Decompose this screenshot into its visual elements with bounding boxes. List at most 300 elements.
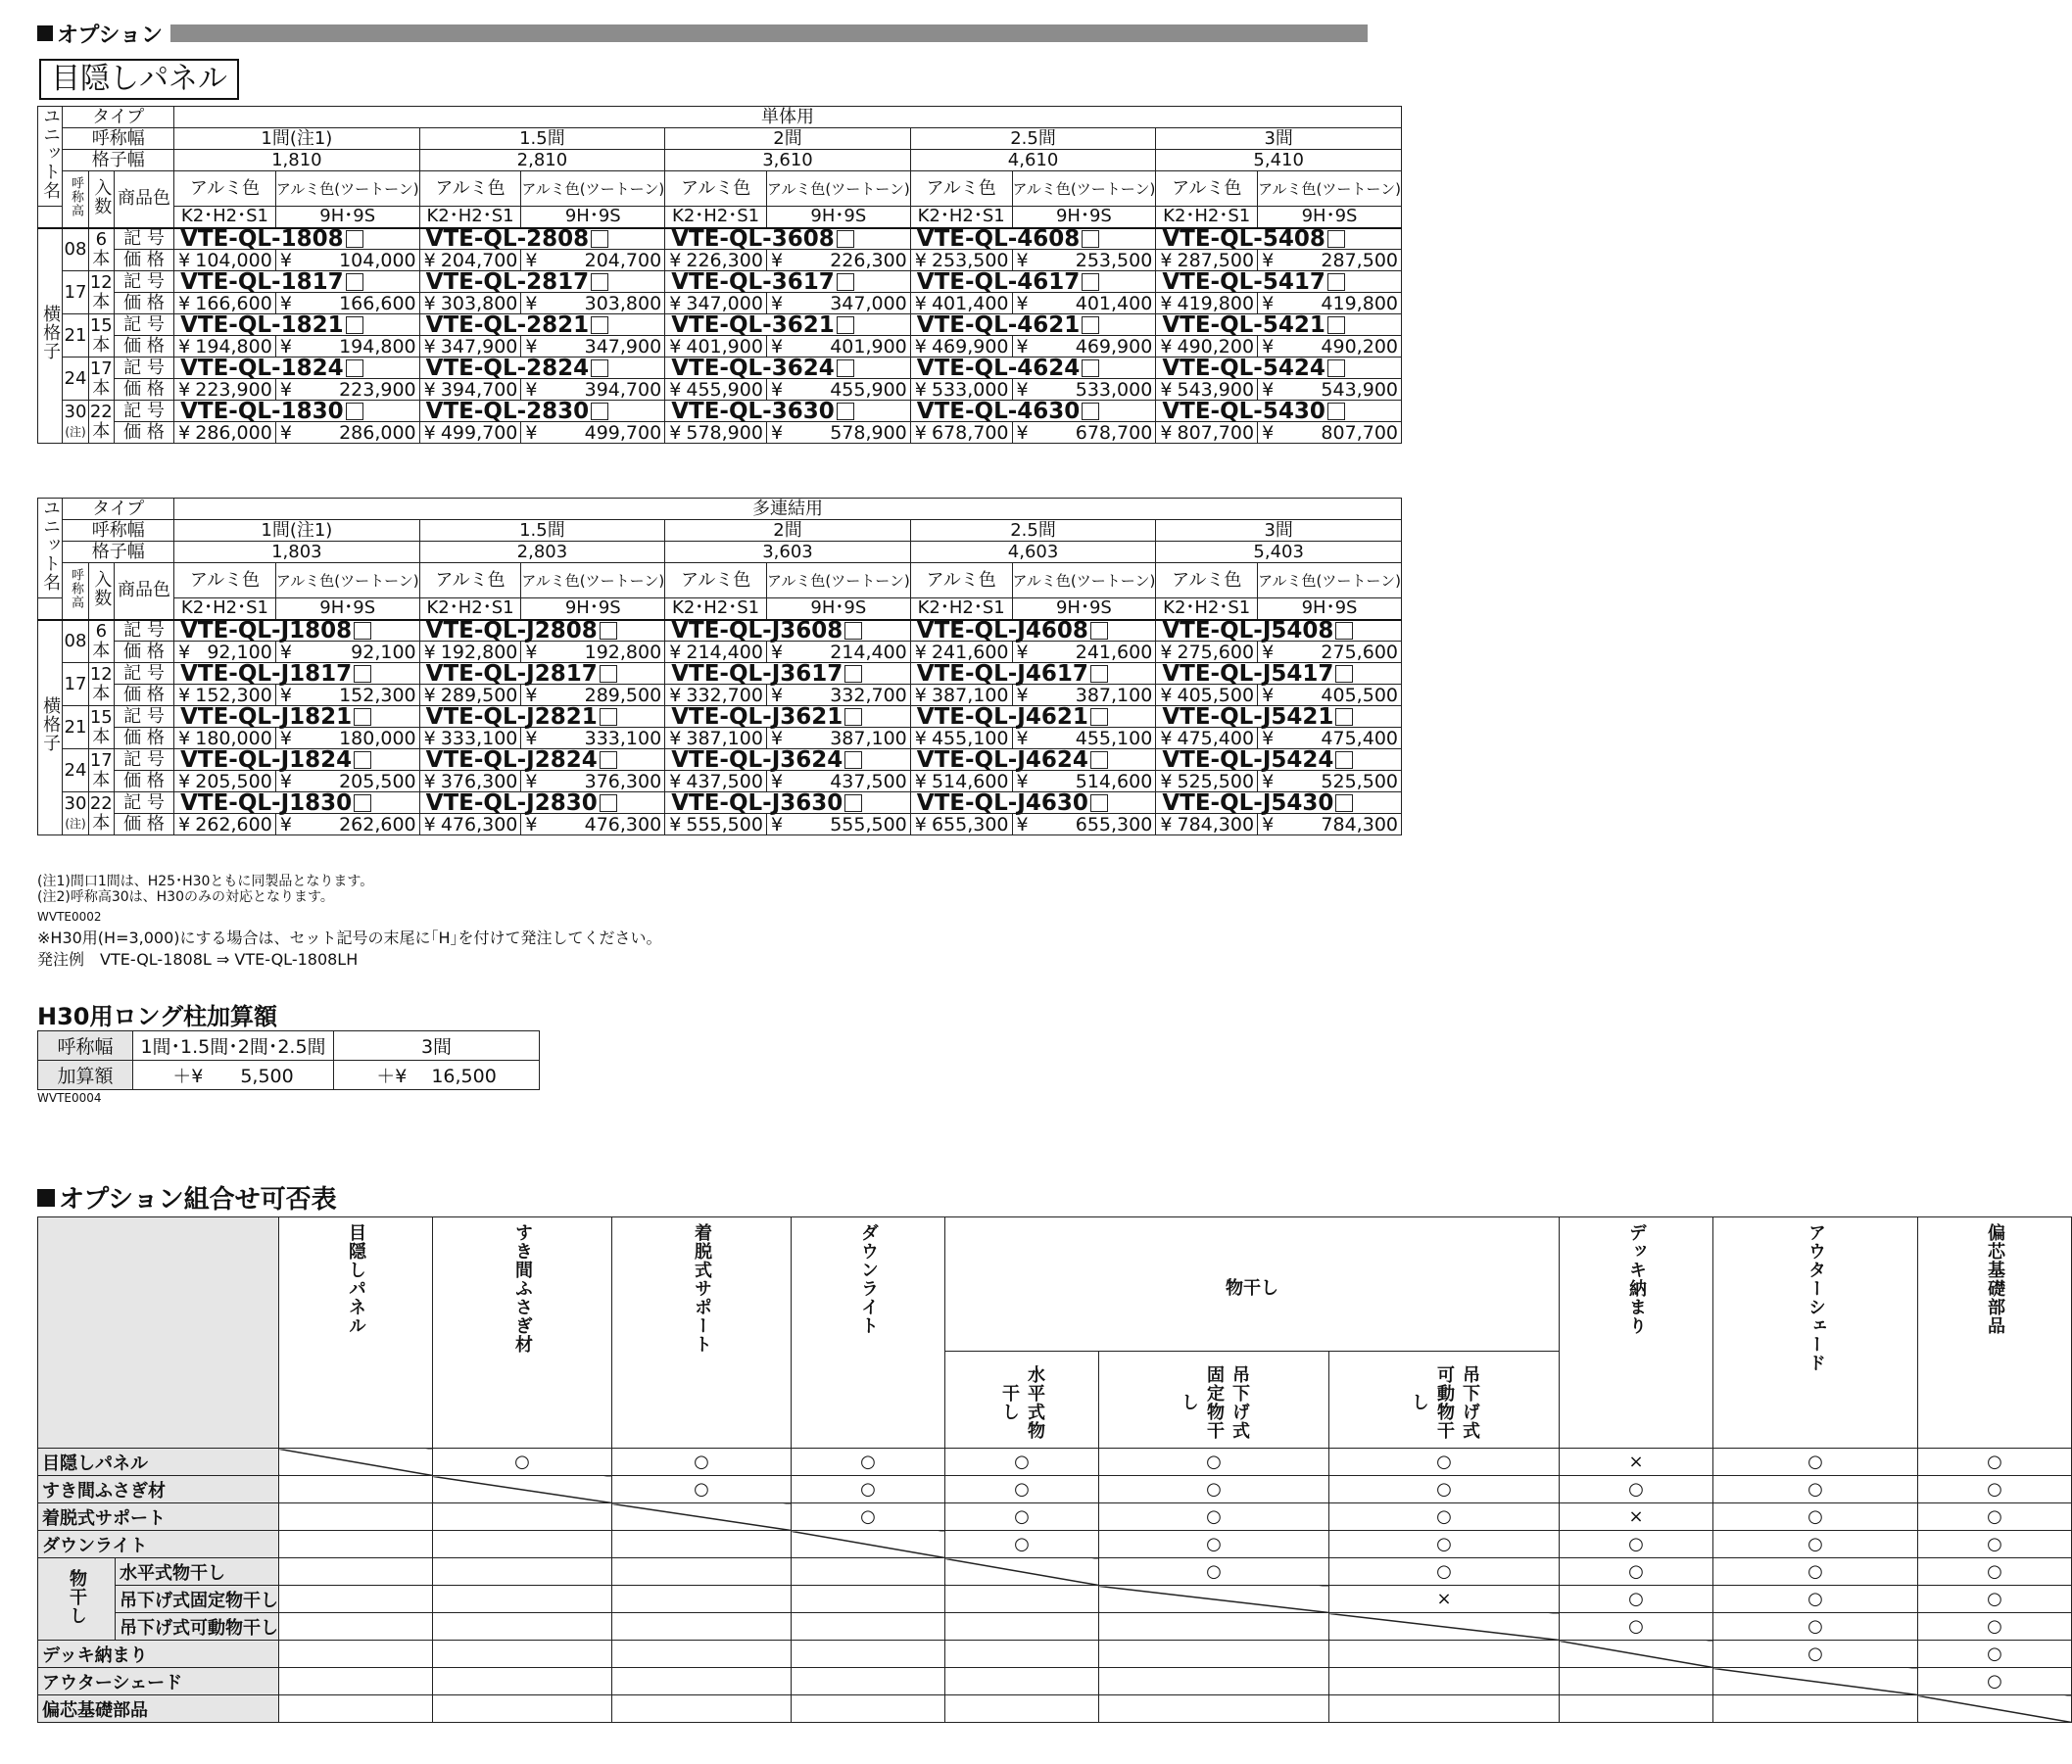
model-code [910,789,1156,816]
lattice-width: 4,610 [910,150,1156,171]
price-aluminum [910,685,1012,706]
combo-col-header-text: ダウンライト [858,1223,879,1335]
type-value: 単体用 [174,107,1402,128]
model-code-text: VTE-QL-J3608 [671,617,843,644]
combo-cell [1560,1668,1713,1695]
count-unit: 本 [92,683,111,704]
price-value: 205,500 [339,770,416,792]
model-code-text: VTE-QL-1830 [180,398,344,424]
combo-row [38,1641,2072,1668]
price-value: 499,700 [584,421,662,444]
color-label: 商品色 [114,563,173,620]
combo-cell [612,1695,792,1723]
model-code-text: VTE-QL-J3621 [671,703,843,730]
price-aluminum [419,771,521,792]
yen-mark: ¥ [669,641,682,663]
model-code [174,355,420,381]
yen-mark: ¥ [1262,335,1275,358]
price-twotone [766,728,910,749]
count-number: 12 [89,271,113,293]
price-value: 807,700 [1321,421,1398,444]
price-aluminum [419,422,521,444]
price-twotone [275,685,419,706]
price-twotone [1012,293,1156,314]
order-example: 発注例 VTE-QL-1808L ⇒ VTE-QL-1808LH [37,950,359,969]
price-aluminum [1156,685,1258,706]
combo-diagonal-cell [1918,1695,2072,1723]
combo-row-group-text: 物干し [67,1568,87,1625]
count-value [88,271,114,314]
yen-mark: ¥ [178,421,191,444]
nominal-width: 2間 [665,128,911,150]
model-code [665,311,911,338]
lattice-width: 1,803 [174,542,420,563]
height-label [63,171,88,228]
model-row [38,228,1402,250]
color-code-box [591,273,608,291]
combo-cell: ○ [1713,1641,1918,1668]
model-code [174,398,420,424]
combo-cell: × [1329,1586,1560,1613]
price-value: 262,600 [195,813,272,835]
color-code-box [837,359,854,377]
color-code-box [1327,403,1345,420]
price-aluminum [665,250,767,271]
price-value: 332,700 [830,684,907,706]
count-value [88,358,114,401]
color-code-box [600,665,617,683]
aluminum-codes: K2･H2･S1 [910,207,1012,228]
combo-cell [279,1531,433,1558]
model-code [665,660,911,687]
count-label-text: 入数 [91,177,113,215]
price-value: 104,000 [195,249,272,271]
price-row [38,685,1402,706]
model-code [419,617,665,644]
yen-mark: ¥ [525,813,538,835]
count-unit: 本 [92,420,111,442]
kigo-label: 記 号 [114,749,173,771]
price-value: 469,900 [1075,335,1153,358]
price-value: 784,300 [1177,813,1255,835]
model-code [419,268,665,295]
price-value: 514,600 [1075,770,1153,792]
price-aluminum [174,642,276,663]
color-code-box [1335,665,1353,683]
price-value: 192,800 [440,641,518,663]
color-code-box [1335,708,1353,726]
price-twotone [1012,642,1156,663]
model-code [1156,789,1402,816]
combo-row-label: 目隠しパネル [38,1449,279,1476]
count-unit: 本 [92,726,111,747]
combo-row [38,1558,2072,1586]
price-value: 455,100 [931,727,1009,749]
price-twotone [1258,336,1402,358]
combo-row-label: すき間ふさぎ材 [38,1476,279,1503]
price-twotone [521,293,665,314]
price-aluminum [910,336,1012,358]
yen-mark: ¥ [1262,249,1275,271]
yen-mark: ¥ [178,249,191,271]
combo-cell [612,1613,792,1641]
price-value: 476,300 [584,813,662,835]
price-aluminum [665,771,767,792]
count-value [88,314,114,358]
price-value: 194,800 [339,335,416,358]
yen-mark: ¥ [914,249,927,271]
combo-col-header-text: 目隠しパネル [346,1223,366,1335]
yen-mark: ¥ [178,770,191,792]
footnote-2: (注2)呼称高30は、H30のみの対応となります。 [37,889,334,905]
price-value: 490,200 [1321,335,1398,358]
combo-cell: ○ [433,1449,612,1476]
combo-cell: ○ [1099,1558,1329,1586]
price-row [38,250,1402,271]
model-code [910,398,1156,424]
yen-mark: ¥ [423,813,436,835]
model-code-text: VTE-QL-5417 [1162,268,1325,295]
price-twotone [1012,422,1156,444]
h30-row-width [38,1031,540,1061]
price-value: 655,300 [931,813,1009,835]
yen-mark: ¥ [423,249,436,271]
height-number: 08 [64,238,87,260]
aluminum-color-header: アルミ色 [910,563,1012,598]
price-value: 455,100 [1075,727,1153,749]
count-unit: 本 [92,334,111,356]
yen-mark: ¥ [1016,249,1029,271]
price-aluminum [1156,728,1258,749]
price-value: 405,500 [1177,684,1255,706]
kakaku-label: 価 格 [114,685,173,706]
combo-cell [433,1503,612,1531]
model-code-text: VTE-QL-J5408 [1162,617,1334,644]
price-value: 387,100 [830,727,907,749]
yen-mark: ¥ [1016,684,1029,706]
model-code [910,268,1156,295]
color-code-box [354,708,371,726]
kakaku-label: 価 格 [114,336,173,358]
price-value: 332,700 [686,684,763,706]
price-aluminum [419,728,521,749]
price-row [38,771,1402,792]
model-code [419,398,665,424]
combo-cell [433,1558,612,1586]
count-label [88,563,114,620]
price-value: 401,400 [1075,292,1153,314]
price-twotone [766,422,910,444]
aluminum-codes: K2･H2･S1 [1156,207,1258,228]
price-value: 241,600 [1075,641,1153,663]
lattice-width: 5,403 [1156,542,1402,563]
combo-cell [1329,1641,1560,1668]
price-aluminum [419,814,521,835]
height-number: 21 [64,324,87,346]
count-value [88,792,114,835]
price-twotone [521,336,665,358]
nominal-width: 1.5間 [419,520,665,542]
combo-cell: ○ [1099,1449,1329,1476]
height-value [63,749,88,792]
price-twotone [1258,642,1402,663]
price-aluminum [1156,293,1258,314]
combo-cell [433,1613,612,1641]
height-value [63,620,88,663]
combo-cell: ○ [1713,1613,1918,1641]
twotone-color-header: アルミ色(ツートーン) [521,563,665,598]
price-value: 253,500 [931,249,1009,271]
price-twotone [521,771,665,792]
combo-col-header-text: すき間ふさぎ材 [512,1223,533,1354]
price-aluminum [174,814,276,835]
price-aluminum [1156,642,1258,663]
nominal-width: 2.5間 [910,520,1156,542]
combo-cell [612,1531,792,1558]
color-code-box [600,794,617,812]
combo-cell: ○ [1918,1503,2072,1531]
model-code-text: VTE-QL-J2817 [425,660,598,687]
price-value: 376,300 [584,770,662,792]
model-row [38,706,1402,728]
combo-col-header-text: デッキ納まり [1626,1223,1647,1335]
type-label: タイプ [63,499,174,520]
model-code-text: VTE-QL-5421 [1162,311,1325,338]
price-value: 387,100 [1075,684,1153,706]
yen-mark: ¥ [914,641,927,663]
color-code-box [1327,316,1345,334]
count-value [88,401,114,444]
combo-col-header [433,1217,612,1449]
unit-name-label: ユニット名 [40,107,62,200]
color-code-box [1090,708,1108,726]
model-code [910,225,1156,252]
twotone-color-header: アルミ色(ツートーン) [1012,563,1156,598]
model-code [174,311,420,338]
color-code-box [1082,230,1099,248]
price-twotone [275,422,419,444]
model-code [1156,355,1402,381]
color-code-box [1082,316,1099,334]
price-value: 262,600 [339,813,416,835]
combo-cell [433,1531,612,1558]
count-unit: 本 [92,248,111,269]
price-row [38,379,1402,401]
color-code-box [1090,751,1108,769]
combo-cell: ○ [1560,1558,1713,1586]
h30-note: ※H30用(H=3,000)にする場合は、セット記号の末尾に｢H｣を付けて発注してください。 [37,929,662,947]
combo-cell: ○ [1099,1531,1329,1558]
price-value: 333,100 [584,727,662,749]
height-number: 24 [64,367,87,389]
price-aluminum [910,814,1012,835]
model-code-text: VTE-QL-J2808 [425,617,598,644]
price-aluminum [665,728,767,749]
price-aluminum [1156,250,1258,271]
nominal-width: 3間 [1156,520,1402,542]
combo-diagonal-cell [612,1503,792,1531]
model-code-text: VTE-QL-J1824 [180,746,353,773]
color-code-box [837,273,854,291]
height-value [63,792,88,835]
lattice-width: 4,603 [910,542,1156,563]
price-value: 223,900 [195,378,272,401]
count-unit: 本 [92,377,111,399]
yen-mark: ¥ [1262,813,1275,835]
yen-mark: ¥ [423,727,436,749]
combo-row [38,1668,2072,1695]
yen-mark: ¥ [525,770,538,792]
combo-cell: ○ [1329,1531,1560,1558]
price-aluminum [1156,814,1258,835]
combo-cell [433,1586,612,1613]
model-code-text: VTE-QL-3630 [671,398,835,424]
color-code-box [844,622,862,640]
yen-mark: ¥ [423,770,436,792]
model-code [665,746,911,773]
kigo-label: 記 号 [114,271,173,293]
height-note: (注) [65,816,86,831]
price-value: 401,400 [931,292,1009,314]
price-value: 525,500 [1321,770,1398,792]
header-row-color [38,171,1402,207]
count-number: 17 [89,358,113,379]
model-code-text: VTE-QL-J1821 [180,703,353,730]
twotone-codes: 9H･9S [1258,207,1402,228]
lattice-width: 5,410 [1156,150,1402,171]
price-value: 166,600 [339,292,416,314]
model-code-text: VTE-QL-J1808 [180,617,353,644]
price-twotone [1012,336,1156,358]
yen-mark: ¥ [1016,421,1029,444]
model-code [419,703,665,730]
price-twotone [1258,814,1402,835]
price-value: 275,600 [1321,641,1398,663]
price-value: 490,200 [1177,335,1255,358]
combo-col-header-text: 吊下げ式可動物干し [1409,1364,1480,1440]
model-code-text: VTE-QL-J3617 [671,660,843,687]
count-value [88,620,114,663]
yen-mark: ¥ [914,813,927,835]
model-code-text: VTE-QL-J1817 [180,660,353,687]
price-value: 514,600 [931,770,1009,792]
yen-mark: ¥ [1016,727,1029,749]
combo-cell: ○ [1560,1613,1713,1641]
price-value: 533,000 [931,378,1009,401]
h30-col1: 1間･1.5間･2間･2.5間 [133,1031,334,1061]
count-number: 15 [89,706,113,728]
nominal-label: 呼称幅 [63,128,174,150]
type-label: タイプ [63,107,174,128]
yen-mark: ¥ [770,335,784,358]
combo-cell [1329,1668,1560,1695]
yen-mark: ¥ [669,684,682,706]
price-aluminum [910,293,1012,314]
price-value: 92,100 [351,641,416,663]
aluminum-codes: K2･H2･S1 [665,207,767,228]
price-twotone [521,728,665,749]
combo-cell [1560,1695,1713,1723]
model-code [1156,311,1402,338]
combo-cell: ○ [1329,1449,1560,1476]
model-code [910,660,1156,687]
combo-col-header [1329,1351,1560,1448]
combo-cell [279,1613,433,1641]
combo-cell: ○ [1099,1503,1329,1531]
color-code-box [1090,622,1108,640]
model-row [38,401,1402,422]
combo-col-header [1713,1217,1918,1449]
combo-cell [612,1586,792,1613]
price-value: 204,700 [584,249,662,271]
color-code-box [600,622,617,640]
combo-cell: ○ [945,1531,1099,1558]
nominal-width: 3間 [1156,128,1402,150]
aluminum-color-header: アルミ色 [174,171,276,207]
combo-col-header-text: 偏芯基礎部品 [1985,1223,2005,1335]
combo-cell: ○ [792,1476,945,1503]
combo-cell: ○ [1918,1641,2072,1668]
price-twotone [521,379,665,401]
row-group-label [38,620,63,835]
combo-cell: ○ [1713,1586,1918,1613]
price-value: 678,700 [1075,421,1153,444]
price-value: 286,000 [339,421,416,444]
model-code-text: VTE-QL-5424 [1162,355,1325,381]
combo-cell [612,1641,792,1668]
combo-cell: ○ [1560,1531,1713,1558]
combo-cell: ○ [792,1503,945,1531]
combo-cell: ○ [1560,1476,1713,1503]
h30-val2: ＋¥ 16,500 [334,1061,540,1090]
price-aluminum [910,250,1012,271]
yen-mark: ¥ [1160,641,1173,663]
price-value: 152,300 [195,684,272,706]
yen-mark: ¥ [525,727,538,749]
price-value: 333,100 [440,727,518,749]
combo-row-label: 吊下げ式固定物干し [116,1586,279,1613]
combo-cell: ○ [612,1449,792,1476]
count-number: 12 [89,663,113,685]
header-row-nominal [38,520,1402,542]
price-value: 214,400 [686,641,763,663]
price-value: 405,500 [1321,684,1398,706]
price-aluminum [1156,422,1258,444]
footnote-1: (注1)間口1間は、H25･H30ともに同製品となります。 [37,874,374,889]
combo-cell: ○ [1560,1586,1713,1613]
combo-col-header-text: 着脱式サポート [692,1223,712,1354]
price-twotone [275,336,419,358]
yen-mark: ¥ [770,378,784,401]
yen-mark: ¥ [279,378,292,401]
lattice-label: 格子幅 [63,150,174,171]
price-twotone [275,293,419,314]
yen-mark: ¥ [1016,641,1029,663]
price-aluminum [174,293,276,314]
price-twotone [1012,728,1156,749]
price-twotone [766,336,910,358]
yen-mark: ¥ [914,770,927,792]
combo-diagonal-cell [1713,1668,1918,1695]
aluminum-color-header: アルミ色 [419,563,521,598]
combo-col-header [945,1351,1099,1448]
price-aluminum [174,728,276,749]
yen-mark: ¥ [1262,292,1275,314]
price-twotone [1258,250,1402,271]
header-row-lattice [38,542,1402,563]
color-code-box [591,316,608,334]
combo-row-label: 水平式物干し [116,1558,279,1586]
